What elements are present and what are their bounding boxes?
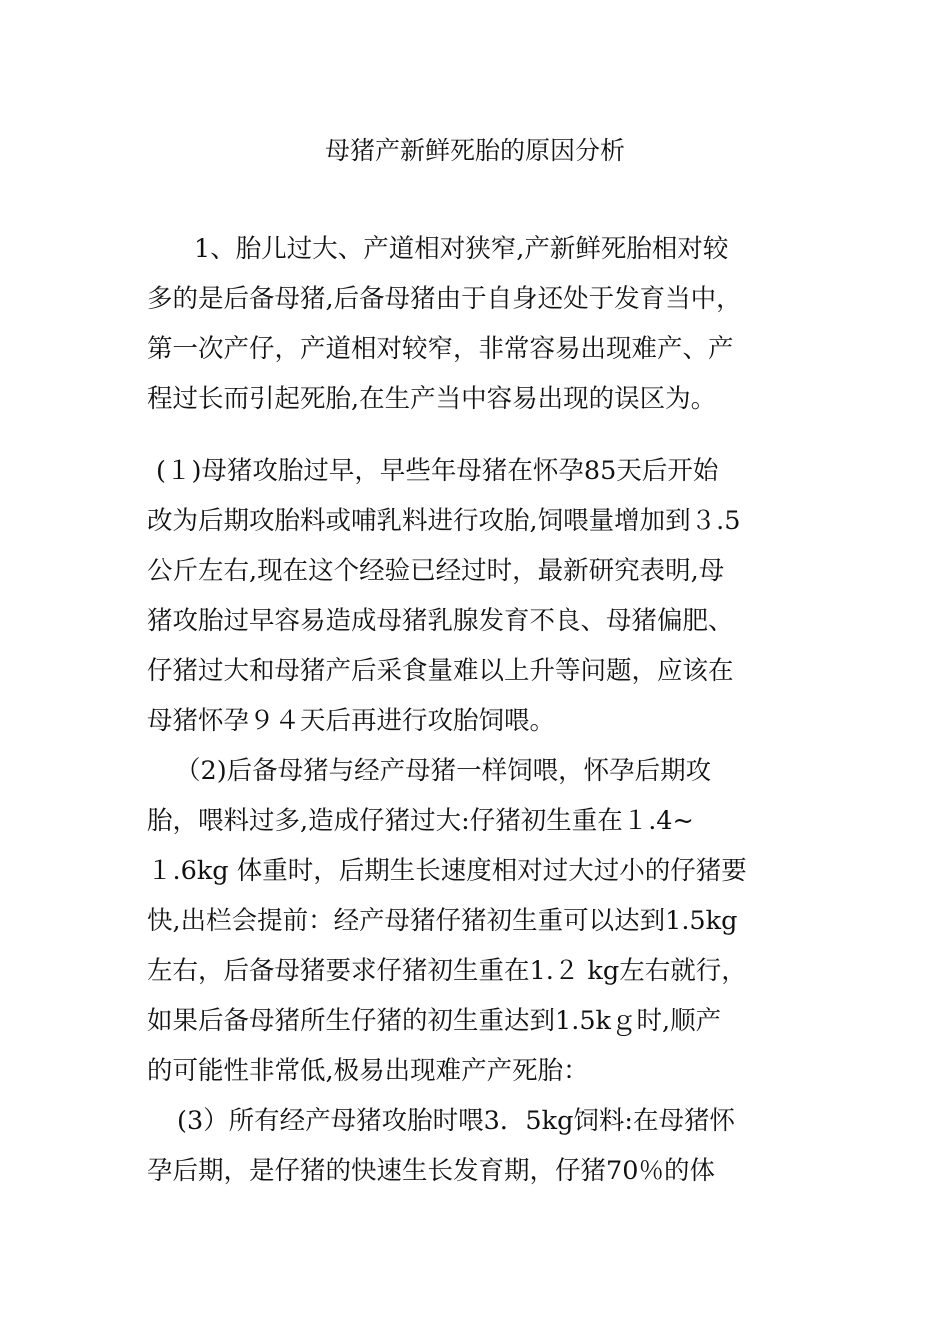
paragraph-2-line-6: 母猪怀孕９４天后再进行攻胎饲喂。 <box>147 706 556 736</box>
paragraph-3-line-4: 快,出栏会提前：经产母猪仔猪初生重可以达到1.5kg <box>147 906 738 936</box>
paragraph-1-line-4: 程过长而引起死胎,在生产当中容易出现的误区为。 <box>147 384 717 414</box>
paragraph-3-line-7: 的可能性非常低,极易出现难产产死胎： <box>147 1056 589 1086</box>
paragraph-1-line-1: 1、胎儿过大、产道相对狭窄,产新鲜死胎相对较 <box>194 234 729 264</box>
document-title: 母猪产新鲜死胎的原因分析 <box>324 136 625 165</box>
paragraph-2-line-4: 猪攻胎过早容易造成母猪乳腺发育不良、母猪偏肥、 <box>147 606 734 636</box>
paragraph-3-line-2: 胎，喂料过多,造成仔猪过大:仔猪初生重在１.4~ <box>147 806 694 836</box>
paragraph-3-line-6: 如果后备母猪所生仔猪的初生重达到1.5kｇ时,顺产 <box>147 1006 722 1036</box>
paragraph-2-line-5: 仔猪过大和母猪产后采食量难以上升等问题，应该在 <box>147 656 734 686</box>
paragraph-2-line-1: (１)母猪攻胎过早，早些年母猪在怀孕85天后开始 <box>156 456 719 486</box>
paragraph-2-line-2: 改为后期攻胎料或哺乳料进行攻胎,饲喂量增加到３.5 <box>147 506 741 536</box>
paragraph-1-line-3: 第一次产仔，产道相对较窄，非常容易出现难产、产 <box>147 334 734 364</box>
paragraph-3-line-5: 左右，后备母猪要求仔猪初生重在1.２ kg左右就行， <box>147 956 747 986</box>
paragraph-3-line-1: （2)后备母猪与经产母猪一样饲喂，怀孕后期攻 <box>175 756 712 786</box>
paragraph-2-line-3: 公斤左右,现在这个经验已经过时，最新研究表明,母 <box>147 556 725 586</box>
paragraph-1-line-2: 多的是后备母猪,后备母猪由于自身还处于发育当中， <box>147 284 742 314</box>
paragraph-4-line-1: (3）所有经产母猪攻胎时喂3．5kg饲料:在母猪怀 <box>177 1106 735 1136</box>
paragraph-3-line-3: １.6kg 体重时，后期生长速度相对过大过小的仔猪要 <box>147 856 747 886</box>
paragraph-4-line-2: 孕后期，是仔猪的快速生长发育期，仔猪70％的体 <box>147 1156 715 1186</box>
